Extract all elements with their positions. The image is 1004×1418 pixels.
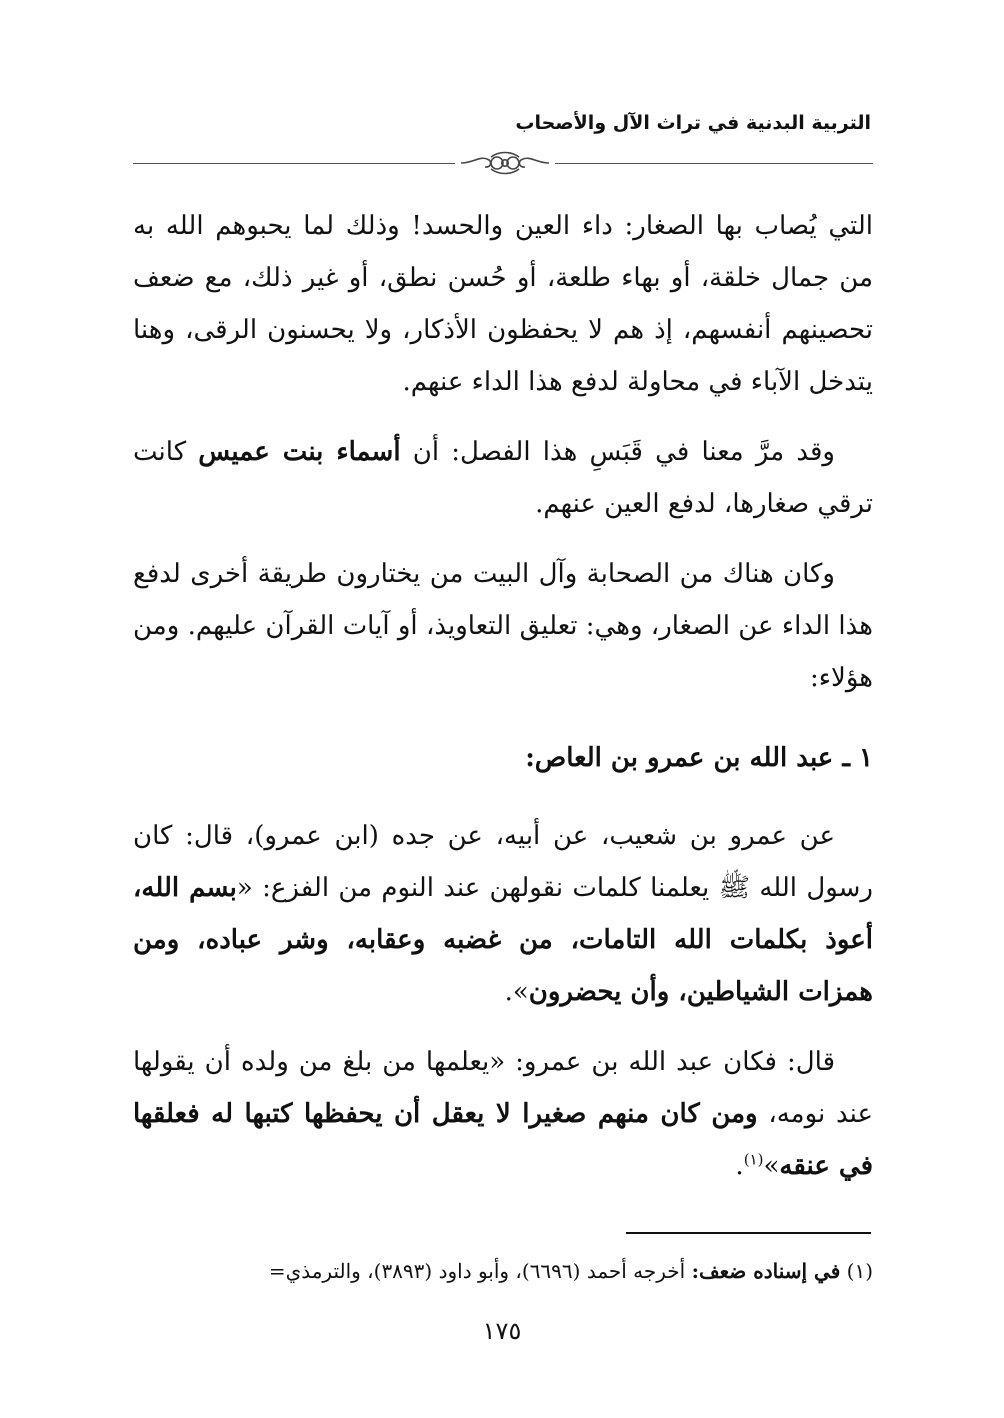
paragraph-5 — [133, 1036, 873, 1192]
floral-divider-icon — [455, 148, 555, 178]
paragraph-4-bold-supplication: بسم الله، أعوذ بكلمات الله التامات، من غضبه وعقابه، وشر عباده، ومن همزات الشياطين، وأن يحضرون — [133, 873, 873, 1007]
footnote-bold-text: في إسناده ضعف: — [691, 1259, 841, 1283]
paragraph-3: وكان هناك من الصحابة وآل البيت من يختارون طريقة أخرى لدفع هذا الداء عن الصغار، وهي: تعليق التعاويذ، أو آيات القرآن عليهم. ومن هؤلاء: — [133, 559, 873, 693]
paragraph-1: التي يُصاب بها الصغار: داء العين والحسد! وذلك لما يحبوهم الله به من جمال خلقة، أو بهاء طلعة، أو حُسن نطق، أو غير ذلك، مع ضعف تحصينهم أنفسهم، إذ هم لا يحفظون الأذكار، ولا يحسنون الرقى، وهنا يتدخل الآباء في محاولة لدفع هذا الداء عنهم. — [133, 211, 873, 397]
running-header-title: التربية البدنية في تراث الآل والأصحاب — [515, 112, 871, 134]
paragraph-2 — [133, 426, 873, 530]
section-heading: ١ ـ عبد الله بن عمرو بن العاص: — [525, 743, 873, 773]
paragraph-4-text-b: ». — [504, 977, 529, 1007]
paragraph-2-bold-name: أسماء بنت عميس — [198, 437, 401, 467]
paragraph-5-bold-text: ومن كان منهم صغيرا لا يعقل أن يحفظها كتبها له فعلقها في عنقه — [133, 1099, 873, 1181]
paragraph-2-text-a: وقد مرَّ معنا في قَبَسِ هذا الفصل: أن — [400, 437, 835, 467]
paragraph-5-text-b: » — [763, 1151, 780, 1181]
footnote — [133, 1256, 873, 1286]
page-body — [133, 200, 873, 1210]
footnote-text: أخرجه أحمد (٦٦٩٦)، وأبو داود (٣٨٩٣)، والترمذي= — [268, 1259, 692, 1283]
footnote-reference: (١) — [743, 1150, 764, 1169]
paragraph-2-text-b: كانت ترقي صغارها، لدفع العين عنهم. — [133, 437, 873, 519]
paragraph-5-end: . — [735, 1151, 744, 1181]
page-number: ١٧٥ — [482, 1317, 522, 1345]
footnote-separator — [626, 1232, 871, 1234]
paragraph-4-text-a: عن عمرو بن شعيب، عن أبيه، عن جده (ابن عمرو)، قال: كان رسول الله ﷺ يعلمنا كلمات نقولهن عند النوم من الفزع: « — [133, 821, 873, 903]
paragraph-4 — [133, 810, 873, 1018]
paragraph-5-text-a: قال: فكان عبد الله بن عمرو: «يعلمها من بلغ من ولده أن يقولها عند نومه، — [133, 1047, 873, 1129]
footnote-number: (١) — [846, 1259, 873, 1283]
